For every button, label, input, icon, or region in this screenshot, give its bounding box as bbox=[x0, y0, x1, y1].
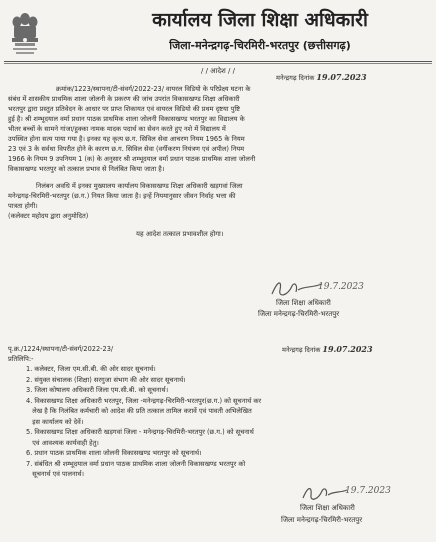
order-body-line: संबंध में शासकीय प्राथमिक शाला जोलनी के प्रकरण की जांच उपरांत विकासखण्ड शिक्षा अधिकारी bbox=[8, 95, 240, 103]
office-title: कार्यालय जिला शिक्षा अधिकारी bbox=[152, 9, 368, 31]
signatory-2-title: जिला शिक्षा अधिकारी bbox=[300, 504, 355, 512]
order-body-line: क्रमांक/1223/स्थापना/टी-संवर्ग/2022-23/ वायरल विडियो के परिप्रेक्ष्य घटना के bbox=[56, 85, 251, 93]
order-hq-line: पात्रता होगी। bbox=[8, 202, 38, 210]
office-subtitle: जिला-मनेन्द्रगढ़-चिरमिरी-भरतपुर (छत्तीसगढ़) bbox=[169, 39, 351, 52]
copy-recipient-item: सूचनार्थ एवं पालनार्थ। bbox=[26, 470, 85, 478]
signatory-1-title: जिला शिक्षा अधिकारी bbox=[276, 299, 331, 307]
order-body-line: भरतपुर द्वारा प्रस्तुत प्रतिवेदन के आधार पर प्राप्त शिकायत एवं वायरल विडियो की प्रथम दृष्टया पुष्टि bbox=[8, 105, 240, 113]
order-hq-line: मनेन्द्रगढ़-चिरमिरी-भरतपुर (छ.ग.) नियत किया जाता है। इन्हें नियमानुसार जीवन निर्वाह भत्ता की bbox=[8, 192, 236, 200]
order-body-line: हुई है। श्री शम्भूदयाल वर्मा प्रधान पाठक प्राथमिक शाला जोलनी विकासखण्ड भरतपुर का विद्यालय के bbox=[8, 115, 245, 123]
order-headquarters-paragraph bbox=[8, 181, 428, 221]
order-date: 19.07.2023 bbox=[316, 72, 367, 82]
order-body-line: भीतर बच्चों के सामने गांजा/हुक्का नामक मादक पदार्थ का सेवन करते हुए नशे में विद्यालय में bbox=[8, 125, 226, 133]
order-body-line: 1966 के नियम 9 उपनियम 1 (क) के अनुसार श्री शम्भूदयाल वर्मा प्रधान पाठक प्राथमिक शाला जोलनी bbox=[8, 155, 256, 163]
copy-recipient-item: एवं आवश्यक कार्यवाही हेतु। bbox=[26, 438, 99, 447]
header-divider bbox=[4, 61, 432, 62]
signatory-2-district: जिला मनेन्द्रगढ़-चिरमिरी-भरतपुर bbox=[281, 516, 363, 524]
order-body-line: उपस्थित होना सत्य पाया गया है। इनका यह कृत्य छ.ग. सिविल सेवा आचरण नियम 1965 के नियम bbox=[8, 135, 245, 143]
copy-recipient-item: लेख है कि निलंबित कर्मचारी को आदेश की प्रति तत्काल तामिल करावें एवं पावती अभिलेखित bbox=[26, 407, 252, 415]
signature-2-mark bbox=[300, 484, 350, 504]
copy-recipient-item: 7. संबंधित श्री शम्भूदयाल वर्मा प्रधान पाठक प्राथमिक शाला जोलनी विकासखण्ड भरतपुर को bbox=[26, 459, 246, 468]
endorsement-number: पृ.क्र./1224/स्थापना/टी-संवर्ग/2022-23/ bbox=[8, 345, 114, 353]
order-heading: / / आदेश / / bbox=[201, 67, 235, 75]
copy-recipients-list bbox=[26, 364, 430, 480]
copy-recipient-item: 6. प्रधान पाठक प्राथमिक शाला जोलनी विकासखण्ड भरतपुर को सूचनार्थ। bbox=[26, 449, 202, 457]
order-hq-line: (कलेक्टर महोदय द्वारा अनुमोदित) bbox=[8, 212, 89, 220]
copy-date-line: मनेन्द्रगढ़ दिनांक 19.07.2023 bbox=[282, 344, 373, 354]
effective-statement: यह आदेश तत्काल प्रभावशील होगा। bbox=[136, 230, 224, 238]
copy-to-label: प्रतिलिपि:- bbox=[8, 355, 34, 363]
header-divider-thin bbox=[4, 63, 432, 64]
signature-1-date: 19.7.2023 bbox=[318, 282, 364, 292]
copy-date: 19.07.2023 bbox=[322, 344, 373, 354]
signatory-1-district: जिला मनेन्द्रगढ़-चिरमिरी-भरतपुर bbox=[258, 310, 340, 318]
order-body-paragraph bbox=[8, 84, 428, 174]
copy-recipient-item: इस कार्यालय को देवें। bbox=[26, 417, 84, 426]
copy-recipient-item: 5. विकासखण्ड शिक्षा अधिकारी खड़गवां जिला - मनेन्द्रगढ़-चिरमिरी-भरतपुर (छ.ग.) को सूचनार्थ bbox=[26, 428, 254, 436]
copy-recipient-item: 3. जिला कोषालय अधिकारी जिला एम.सी.बी. को सूचनार्थ। bbox=[26, 386, 169, 394]
copy-recipient-item: 4. विकासखण्ड शिक्षा अधिकारी भरतपुर, जिला -मनेन्द्रगढ़-चिरमिरी-भरतपुर(छ.ग.) को सूचनार्थ कर bbox=[26, 396, 262, 405]
order-date-line: मनेन्द्रगढ़ दिनांक 19.07.2023 bbox=[276, 72, 367, 82]
copy-recipient-item: 2. संयुक्त संचालक (शिक्षा) सरगुजा संभाग की ओर सादर सूचनार्थ। bbox=[26, 375, 186, 384]
india-state-emblem-icon bbox=[7, 10, 43, 56]
order-body-line: विकासखण्ड भरतपुर को तत्काल प्रभाव से निलंबित किया जाता है। bbox=[8, 165, 165, 173]
signature-2-date: 19.7.2023 bbox=[345, 486, 391, 496]
order-body-line: 23 एवं 3 के सर्वथा विपरीत होने के कारण छ.ग. सिविल सेवा (वर्गीकरण नियंत्रण एवं अपील) नियम bbox=[8, 145, 245, 153]
copy-recipient-item: 1. कलेक्टर, जिला एम.सी.बी. की ओर सादर सूचनार्थ। bbox=[26, 365, 156, 373]
order-hq-line: निलंबन अवधि में इनका मुख्यालय कार्यालय विकासखण्ड शिक्षा अधिकारी खड़गवां जिला bbox=[36, 182, 243, 190]
